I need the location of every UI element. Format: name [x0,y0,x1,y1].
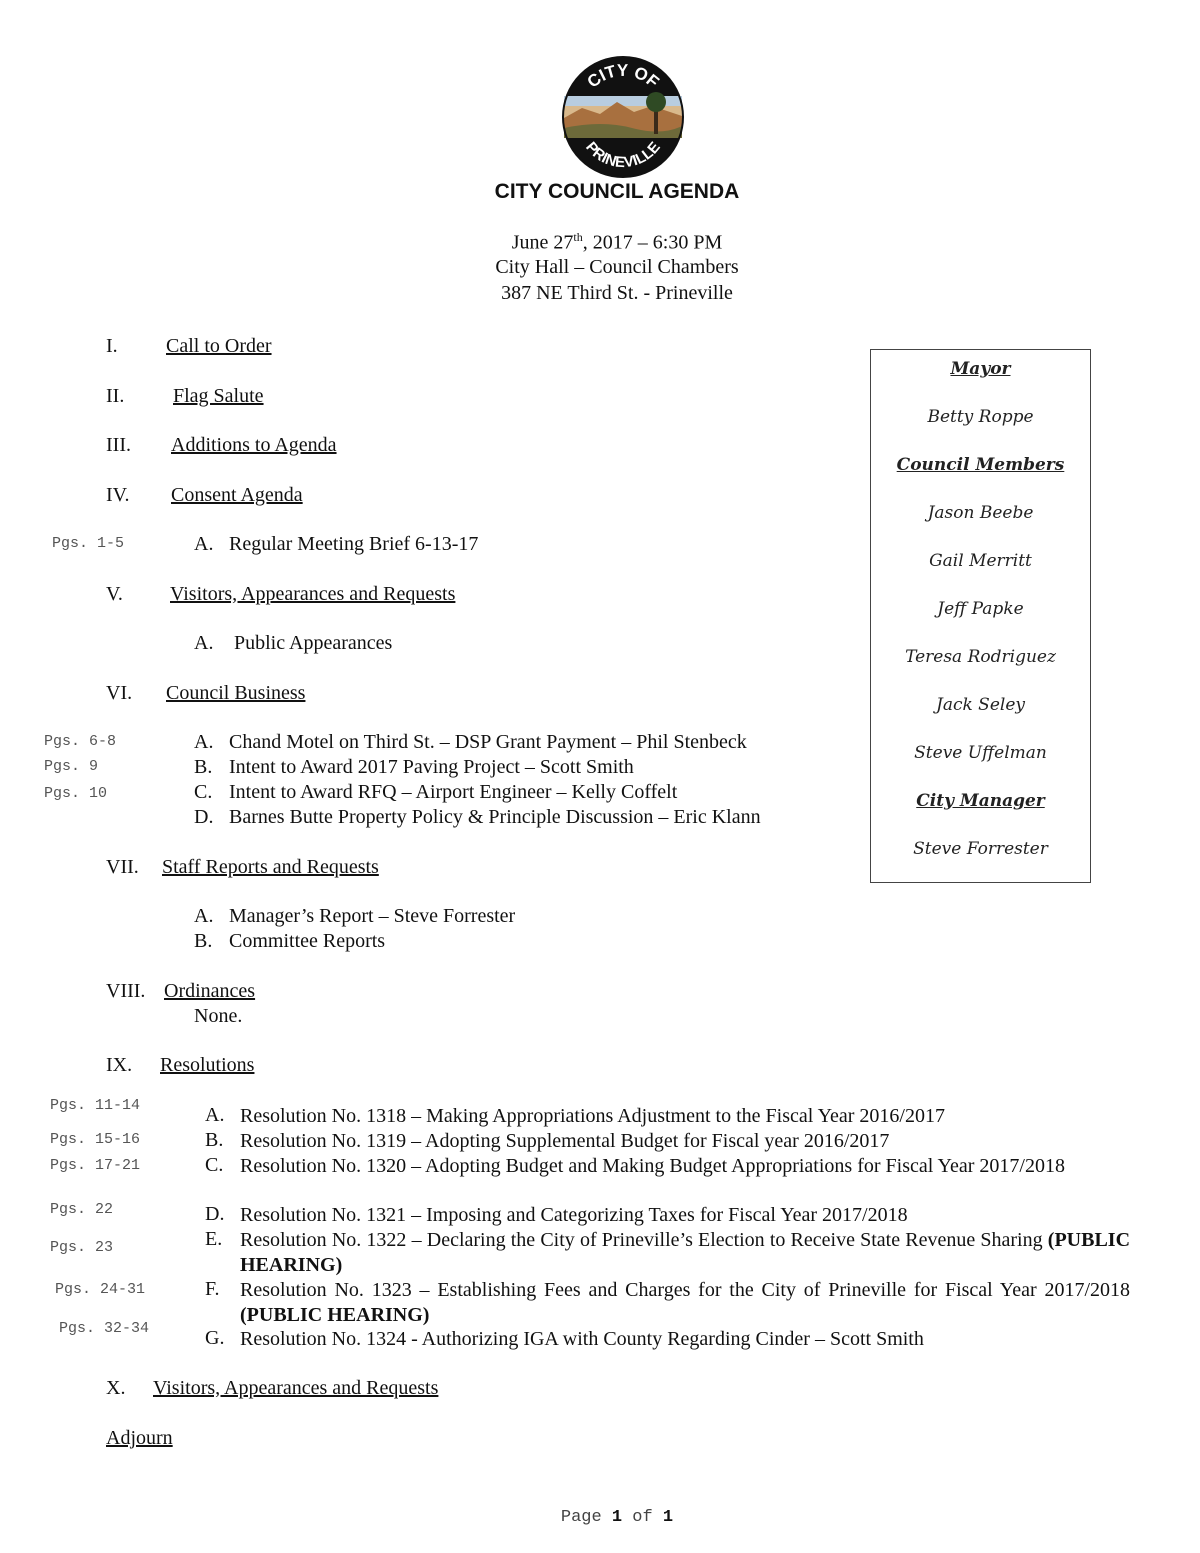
resolution-item: Resolution No. 1323 – Establishing Fees and Charges for the City of Prineville for Fiscal Year 2017/2018 (PUBLIC HEARING) [240,1279,1130,1326]
item-letter: C. [205,1154,224,1176]
adjourn-heading: Adjourn [106,1427,173,1449]
agenda-item: Chand Motel on Third St. – DSP Grant Payment – Phil Stenbeck [229,731,747,753]
agenda-item: Barnes Butte Property Policy & Principle Discussion – Eric Klann [229,806,761,828]
page-ref: Pgs. 1-5 [52,535,125,552]
page-ref: Pgs. 9 [44,758,99,775]
resolution-item: Resolution No. 1321 – Imposing and Categorizing Taxes for Fiscal Year 2017/2018 [240,1204,908,1226]
roster-council-heading: Council Members [896,455,1065,475]
section-number: VII. [106,856,139,878]
section-number: X. [106,1377,126,1399]
item-letter: A. [194,533,214,555]
section-number: I. [106,335,118,357]
page-title: CITY COUNCIL AGENDA [494,180,740,203]
section-number: III. [106,434,131,456]
roster-member: Steve Uffelman [914,743,1047,763]
resolution-item: Resolution No. 1319 – Adopting Supplemental Budget for Fiscal year 2016/2017 [240,1130,890,1152]
section-number: II. [106,385,125,407]
item-letter: A. [194,632,214,654]
roster-member: Gail Merritt [929,551,1032,571]
agenda-item: Intent to Award 2017 Paving Project – Scott Smith [229,756,634,778]
section-heading-resolutions: Resolutions [160,1054,255,1076]
resolution-item: Resolution No. 1318 – Making Appropriations Adjustment to the Fiscal Year 2016/2017 [240,1105,945,1127]
page-ref: Pgs. 6-8 [44,733,117,750]
agenda-item: Committee Reports [229,930,386,952]
item-letter: B. [205,1129,224,1151]
roster-member: Jack Seley [936,695,1025,715]
ordinances-none: None. [194,1005,243,1027]
roster-manager-heading: City Manager [916,791,1045,811]
meeting-address: 387 NE Third St. - Prineville [501,282,733,304]
meeting-location: City Hall – Council Chambers [495,256,739,278]
item-letter: A. [194,731,214,753]
section-heading-visitors: Visitors, Appearances and Requests [170,583,456,605]
page-ref: Pgs. 32-34 [59,1320,150,1337]
section-heading-ordinances: Ordinances [164,980,256,1002]
agenda-item: Regular Meeting Brief 6-13-17 [229,533,479,555]
item-letter: B. [194,756,213,778]
section-heading-consent: Consent Agenda [171,484,303,506]
page-ref: Pgs. 10 [44,785,108,802]
roster-manager: Steve Forrester [913,839,1048,859]
agenda-item: Intent to Award RFQ – Airport Engineer – Kelly Coffelt [229,781,678,803]
page-ref: Pgs. 11-14 [50,1097,141,1114]
section-number: VIII. [106,980,146,1002]
roster-mayor: Betty Roppe [927,407,1034,427]
agenda-item: Manager’s Report – Steve Forrester [229,905,516,927]
section-heading-additions: Additions to Agenda [171,434,337,456]
item-letter: F. [205,1278,220,1300]
item-letter: G. [205,1327,225,1349]
page-footer: Page 1 of 1 [560,1508,674,1527]
roster-member: Teresa Rodriguez [905,647,1056,667]
item-letter: E. [205,1228,223,1250]
page-ref: Pgs. 17-21 [50,1157,141,1174]
resolution-item: Resolution No. 1320 – Adopting Budget and Making Budget Appropriations for Fiscal Year 2017/2018 [240,1155,1065,1177]
agenda-item: Public Appearances [234,632,393,654]
item-letter: A. [194,905,214,927]
meeting-date: June 27th, 2017 – 6:30 PM [511,230,723,254]
page-ref: Pgs. 23 [50,1239,114,1256]
section-heading-visitors-2: Visitors, Appearances and Requests [153,1377,439,1399]
council-roster [870,349,1091,883]
section-number: V. [106,583,123,605]
logo-bottom-text: PRINEVILLE [582,138,664,172]
resolution-item: Resolution No. 1324 - Authorizing IGA with County Regarding Cinder – Scott Smith [240,1328,924,1350]
item-letter: B. [194,930,213,952]
section-heading-flag-salute: Flag Salute [173,385,264,407]
resolution-item: Resolution No. 1322 – Declaring the City of Prineville’s Election to Receive State Revenue Sharing (PUBLIC HEARING) [240,1229,1131,1276]
section-heading-call-to-order: Call to Order [166,335,272,357]
roster-member: Jason Beebe [927,503,1034,523]
roster-mayor-heading: Mayor [950,359,1011,379]
page-ref: Pgs. 24-31 [55,1281,146,1298]
page-ref: Pgs. 22 [50,1201,114,1218]
item-letter: C. [194,781,213,803]
section-heading-staff-reports: Staff Reports and Requests [162,856,379,878]
section-number: VI. [106,682,133,704]
roster-member: Jeff Papke [937,599,1024,619]
section-heading-council-business: Council Business [166,682,306,704]
city-logo [562,56,684,178]
page-ref: Pgs. 15-16 [50,1131,141,1148]
section-number: IV. [106,484,130,506]
item-letter: D. [205,1203,225,1225]
item-letter: D. [194,806,214,828]
logo-top-text: CITY OF [583,60,663,92]
section-number: IX. [106,1054,133,1076]
item-letter: A. [205,1104,225,1126]
